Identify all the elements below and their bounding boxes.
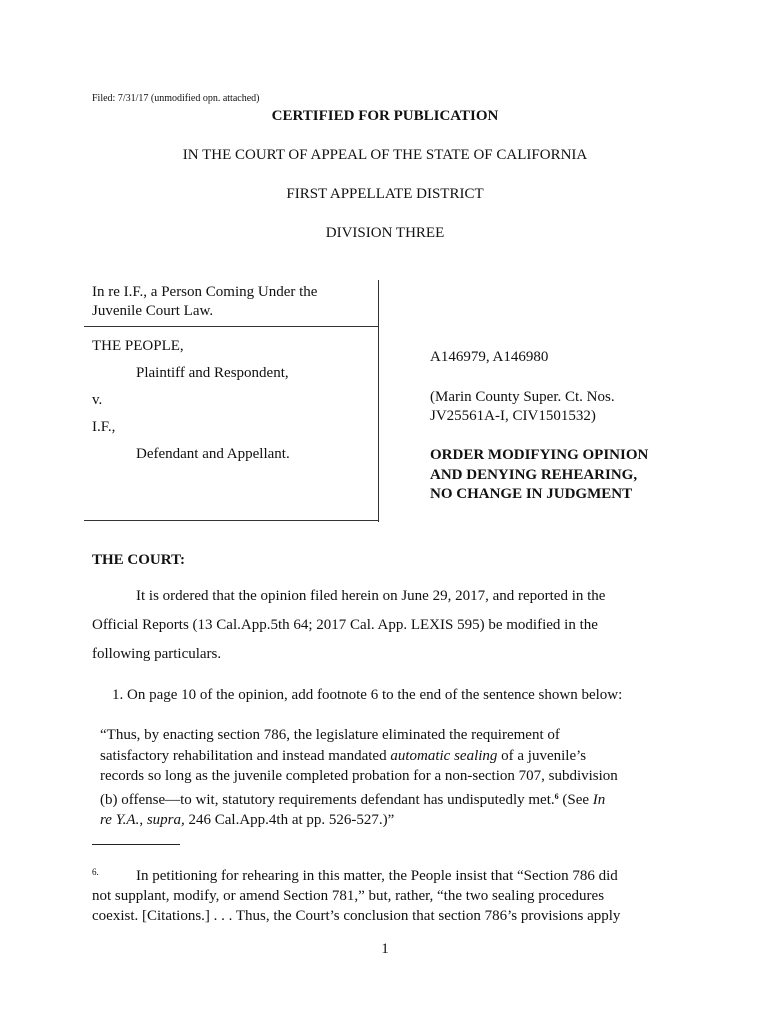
defendant-party: I.F., xyxy=(92,419,116,435)
quote-line2 xyxy=(100,746,618,767)
people-party: THE PEOPLE, xyxy=(92,338,184,354)
quote-italic: In xyxy=(592,791,606,808)
quote-italic: automatic sealing xyxy=(390,747,498,764)
case-numbers: A146979, A146980 xyxy=(430,349,549,365)
in-re-line2: Juvenile Court Law. xyxy=(92,303,214,319)
footnote-6 xyxy=(92,862,620,926)
quote-italic: re Y.A. xyxy=(100,812,140,828)
in-re-line1: In re I.F., a Person Coming Under the xyxy=(92,284,318,300)
quote-text: 246 Cal.App.4th at pp. 526-527.)” xyxy=(184,812,395,828)
paragraph-line1: It is ordered that the opinion filed herein on June 29, 2017, and reported in the xyxy=(136,588,606,604)
quote-text: , xyxy=(139,812,147,828)
quote-text: satisfactory rehabilitation and instead mandated xyxy=(100,747,391,764)
superior-court-numbers xyxy=(430,388,615,426)
caption-bottom-rule xyxy=(84,520,378,521)
the-court-heading: THE COURT: xyxy=(92,552,185,568)
order-title xyxy=(430,446,648,505)
versus: v. xyxy=(92,392,103,408)
quote-italic: supra, xyxy=(146,812,185,828)
quote-line1: “Thus, by enacting section 786, the legislature eliminated the requirement of xyxy=(100,727,560,743)
plaintiff-role: Plaintiff and Respondent, xyxy=(136,365,289,381)
order-line1: ORDER MODIFYING OPINION xyxy=(430,447,649,463)
footnote-text: In petitioning for rehearing in this matter, the People insist that “Section 786 did xyxy=(136,868,618,884)
page-number: 1 xyxy=(381,941,389,957)
quote-text: (b) offense—to wit, statutory requirements defendant has undisputedly met. xyxy=(100,791,555,808)
superior-court-line2: JV25561A-I, CIV1501532) xyxy=(430,408,596,424)
caption-divider xyxy=(84,326,378,327)
district-name: FIRST APPELLATE DISTRICT xyxy=(286,186,484,202)
in-re-caption xyxy=(92,283,317,321)
footnote-line3: coexist. [Citations.] . . . Thus, the Court’s conclusion that section 786’s provisions apply xyxy=(92,908,621,924)
modification-item-1: 1. On page 10 of the opinion, add footnote 6 to the end of the sentence shown below: xyxy=(112,687,623,703)
quoted-sentence xyxy=(100,725,618,831)
footnote-line1 xyxy=(92,862,620,886)
superior-court-line1: (Marin County Super. Ct. Nos. xyxy=(430,389,615,405)
footnote-separator xyxy=(92,844,180,845)
order-line3: NO CHANGE IN JUDGMENT xyxy=(430,486,633,502)
court-name: IN THE COURT OF APPEAL OF THE STATE OF CALIFORNIA xyxy=(182,147,588,163)
paragraph-line2: Official Reports (13 Cal.App.5th 64; 2017 Cal. App. LEXIS 595) be modified in the xyxy=(92,617,598,633)
footnote-mark: 6. xyxy=(92,867,99,877)
order-paragraph xyxy=(92,582,605,669)
paragraph-line3: following particulars. xyxy=(92,646,222,662)
footnote-reference: 6 xyxy=(554,791,559,801)
quote-line4 xyxy=(100,787,618,811)
footnote-line2: not supplant, modify, or amend Section 781,” but, rather, “the two sealing procedures xyxy=(92,888,605,904)
division-name: DIVISION THREE xyxy=(325,225,445,241)
quote-text: (See xyxy=(558,791,593,808)
quote-text: of a juvenile’s xyxy=(497,747,587,764)
defendant-role: Defendant and Appellant. xyxy=(136,446,290,462)
quote-line5 xyxy=(100,810,618,831)
filed-notice: Filed: 7/31/17 (unmodified opn. attached) xyxy=(92,93,260,104)
caption-vertical-rule xyxy=(378,280,379,522)
order-line2: AND DENYING REHEARING, xyxy=(430,466,638,483)
certification-heading: CERTIFIED FOR PUBLICATION xyxy=(271,108,499,124)
quote-line3: records so long as the juvenile completed probation for a non-section 707, subdivision xyxy=(100,768,618,784)
